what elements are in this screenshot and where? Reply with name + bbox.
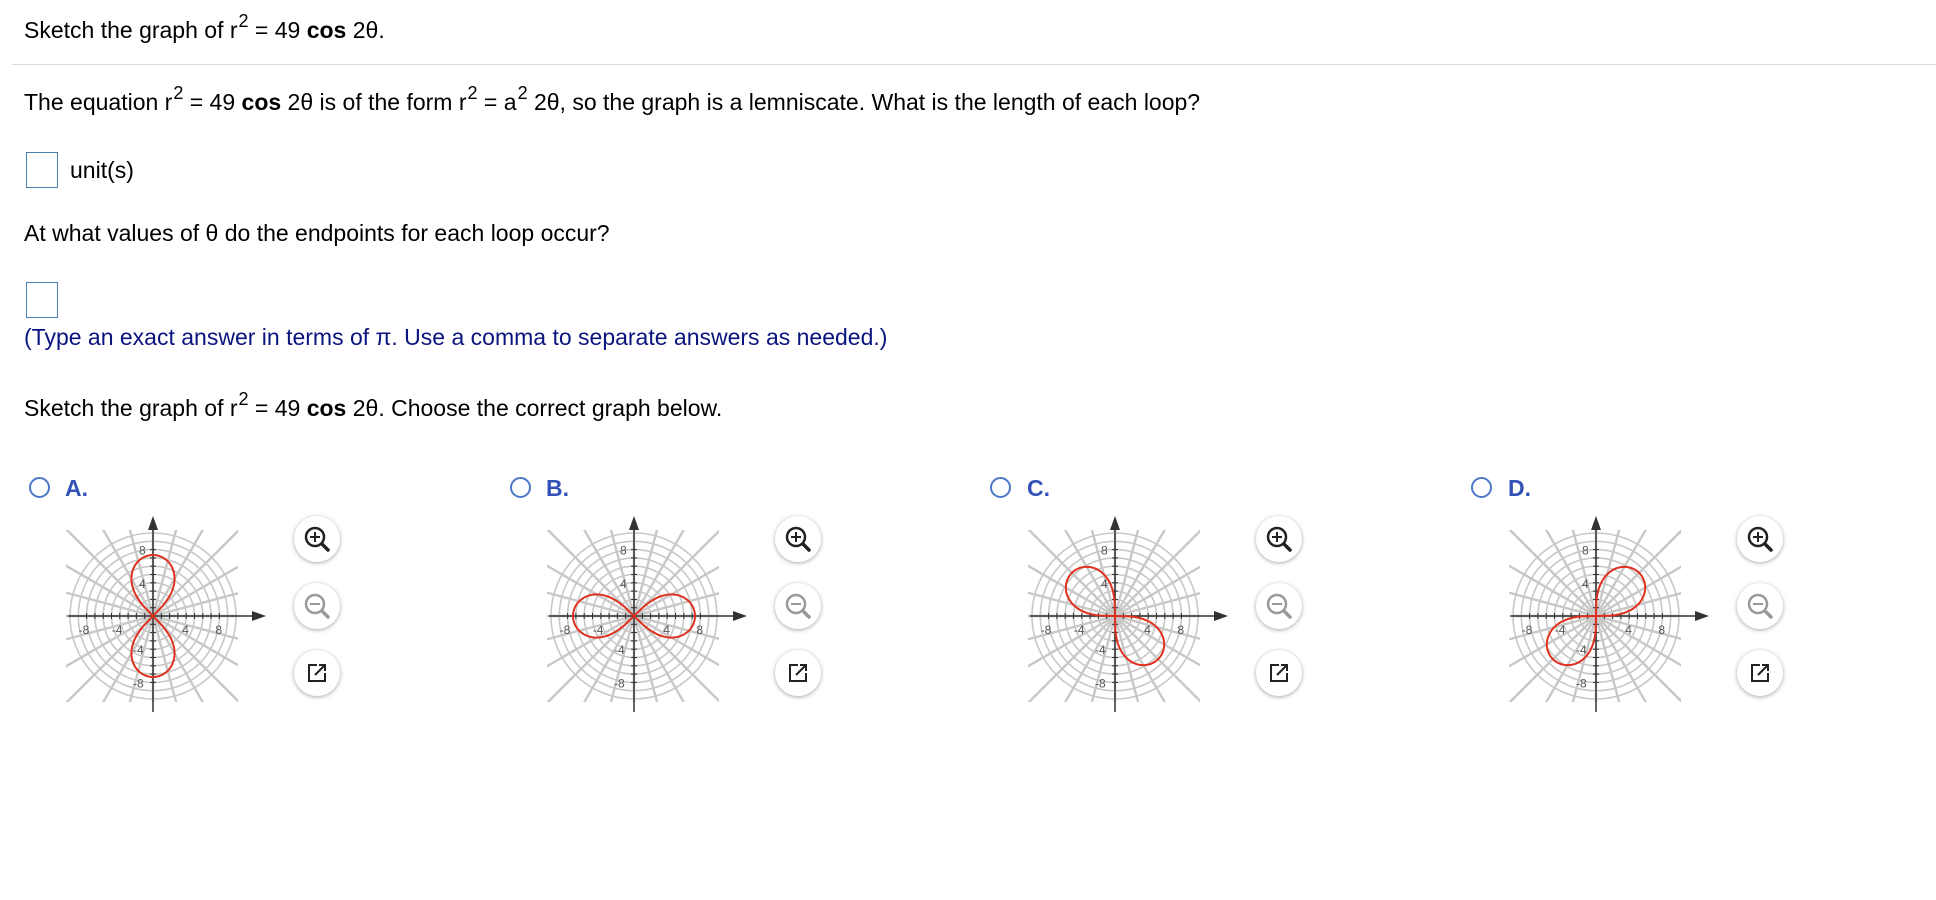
zoom-in-icon: [1737, 516, 1783, 562]
option-b-popout-button[interactable]: [775, 650, 821, 696]
loop-length-input[interactable]: [26, 152, 58, 188]
zoom-out-icon: [775, 583, 821, 629]
tick-label: 4: [663, 623, 670, 637]
option-b-graph: [547, 516, 747, 716]
option-c-label[interactable]: C.: [1027, 475, 1050, 501]
zoom-in-icon: [294, 516, 340, 562]
x-axis-arrow: [733, 611, 747, 621]
option-b-radio[interactable]: [510, 477, 531, 498]
option-d-popout-button[interactable]: [1737, 650, 1783, 696]
option-d-zoom-out-button[interactable]: [1737, 583, 1783, 629]
tick-label: -8: [1040, 623, 1052, 637]
option-d-label[interactable]: D.: [1508, 475, 1531, 501]
question-loop-length: The equation $r^2 = 49$ cos 2θ is of the form $r^2 = a^2$ 2θ, so the graph is a lemniscate. What is the length of each loop?: [24, 83, 1201, 115]
x-axis-arrow: [1214, 611, 1228, 621]
tick-label: 8: [215, 623, 223, 637]
question-endpoints: At what values of θ do the endpoints for each loop occur?: [24, 220, 610, 246]
tick-label: 8: [620, 543, 627, 558]
option-c-graph: [1028, 516, 1228, 716]
tick-label: -8: [1576, 676, 1587, 691]
option-a-label[interactable]: A.: [65, 475, 88, 501]
tick-label: -4: [111, 623, 123, 637]
problem-title: Sketch the graph of $r^2 = 49$ cos 2θ.: [24, 11, 385, 43]
tick-label: -8: [78, 623, 90, 637]
answer-hint: (Type an exact answer in terms of π. Use a comma to separate answers as needed.): [24, 324, 888, 350]
y-axis-arrow: [1591, 516, 1601, 530]
option-c-radio[interactable]: [990, 477, 1011, 498]
tick-label: 4: [182, 623, 189, 637]
tick-label: 4: [1582, 576, 1589, 591]
tick-label: -8: [559, 623, 571, 637]
tick-label: 8: [696, 623, 704, 637]
tick-label: 8: [1658, 623, 1666, 637]
popout-icon: [294, 650, 340, 696]
option-b-zoom-in-button[interactable]: [775, 516, 821, 562]
option-d-radio[interactable]: [1471, 477, 1492, 498]
popout-icon: [1256, 650, 1302, 696]
question-choose-graph: Sketch the graph of $r^2 = 49$ cos 2θ. Choose the correct graph below.: [24, 389, 723, 421]
tick-label: 4: [139, 576, 146, 591]
tick-label: -4: [614, 643, 625, 658]
option-d-graph: [1509, 516, 1709, 716]
title-divider: [12, 64, 1936, 65]
option-a-radio[interactable]: [29, 477, 50, 498]
tick-label: -8: [133, 676, 144, 691]
popout-icon: [1737, 650, 1783, 696]
y-axis-arrow: [629, 516, 639, 530]
y-axis-arrow: [148, 516, 158, 530]
tick-label: 8: [1101, 543, 1108, 558]
option-b-zoom-out-button[interactable]: [775, 583, 821, 629]
tick-label: -8: [614, 676, 625, 691]
tick-label: -4: [133, 643, 144, 658]
tick-label: 8: [1177, 623, 1185, 637]
tick-label: -4: [1073, 623, 1085, 637]
tick-label: 4: [1144, 623, 1151, 637]
option-a-zoom-in-button[interactable]: [294, 516, 340, 562]
zoom-in-icon: [775, 516, 821, 562]
tick-label: -4: [1576, 643, 1587, 658]
option-b-label[interactable]: B.: [546, 475, 569, 501]
y-axis-arrow: [1110, 516, 1120, 530]
zoom-in-icon: [1256, 516, 1302, 562]
tick-label: -4: [592, 623, 604, 637]
zoom-out-icon: [294, 583, 340, 629]
option-d-zoom-in-button[interactable]: [1737, 516, 1783, 562]
tick-label: 4: [620, 576, 627, 591]
tick-label: 4: [1101, 576, 1108, 591]
tick-label: 4: [1625, 623, 1632, 637]
option-c-zoom-out-button[interactable]: [1256, 583, 1302, 629]
option-a-graph: [66, 516, 266, 716]
tick-label: -4: [1095, 643, 1106, 658]
tick-label: 8: [1582, 543, 1589, 558]
x-axis-arrow: [1695, 611, 1709, 621]
unit-label: unit(s): [70, 157, 134, 183]
x-axis-arrow: [252, 611, 266, 621]
tick-label: 8: [139, 543, 146, 558]
option-a-popout-button[interactable]: [294, 650, 340, 696]
popout-icon: [775, 650, 821, 696]
option-a-zoom-out-button[interactable]: [294, 583, 340, 629]
tick-label: -8: [1095, 676, 1106, 691]
zoom-out-icon: [1256, 583, 1302, 629]
option-c-zoom-in-button[interactable]: [1256, 516, 1302, 562]
option-c-popout-button[interactable]: [1256, 650, 1302, 696]
tick-label: -4: [1554, 623, 1566, 637]
endpoints-input[interactable]: [26, 282, 58, 318]
zoom-out-icon: [1737, 583, 1783, 629]
tick-label: -8: [1521, 623, 1533, 637]
